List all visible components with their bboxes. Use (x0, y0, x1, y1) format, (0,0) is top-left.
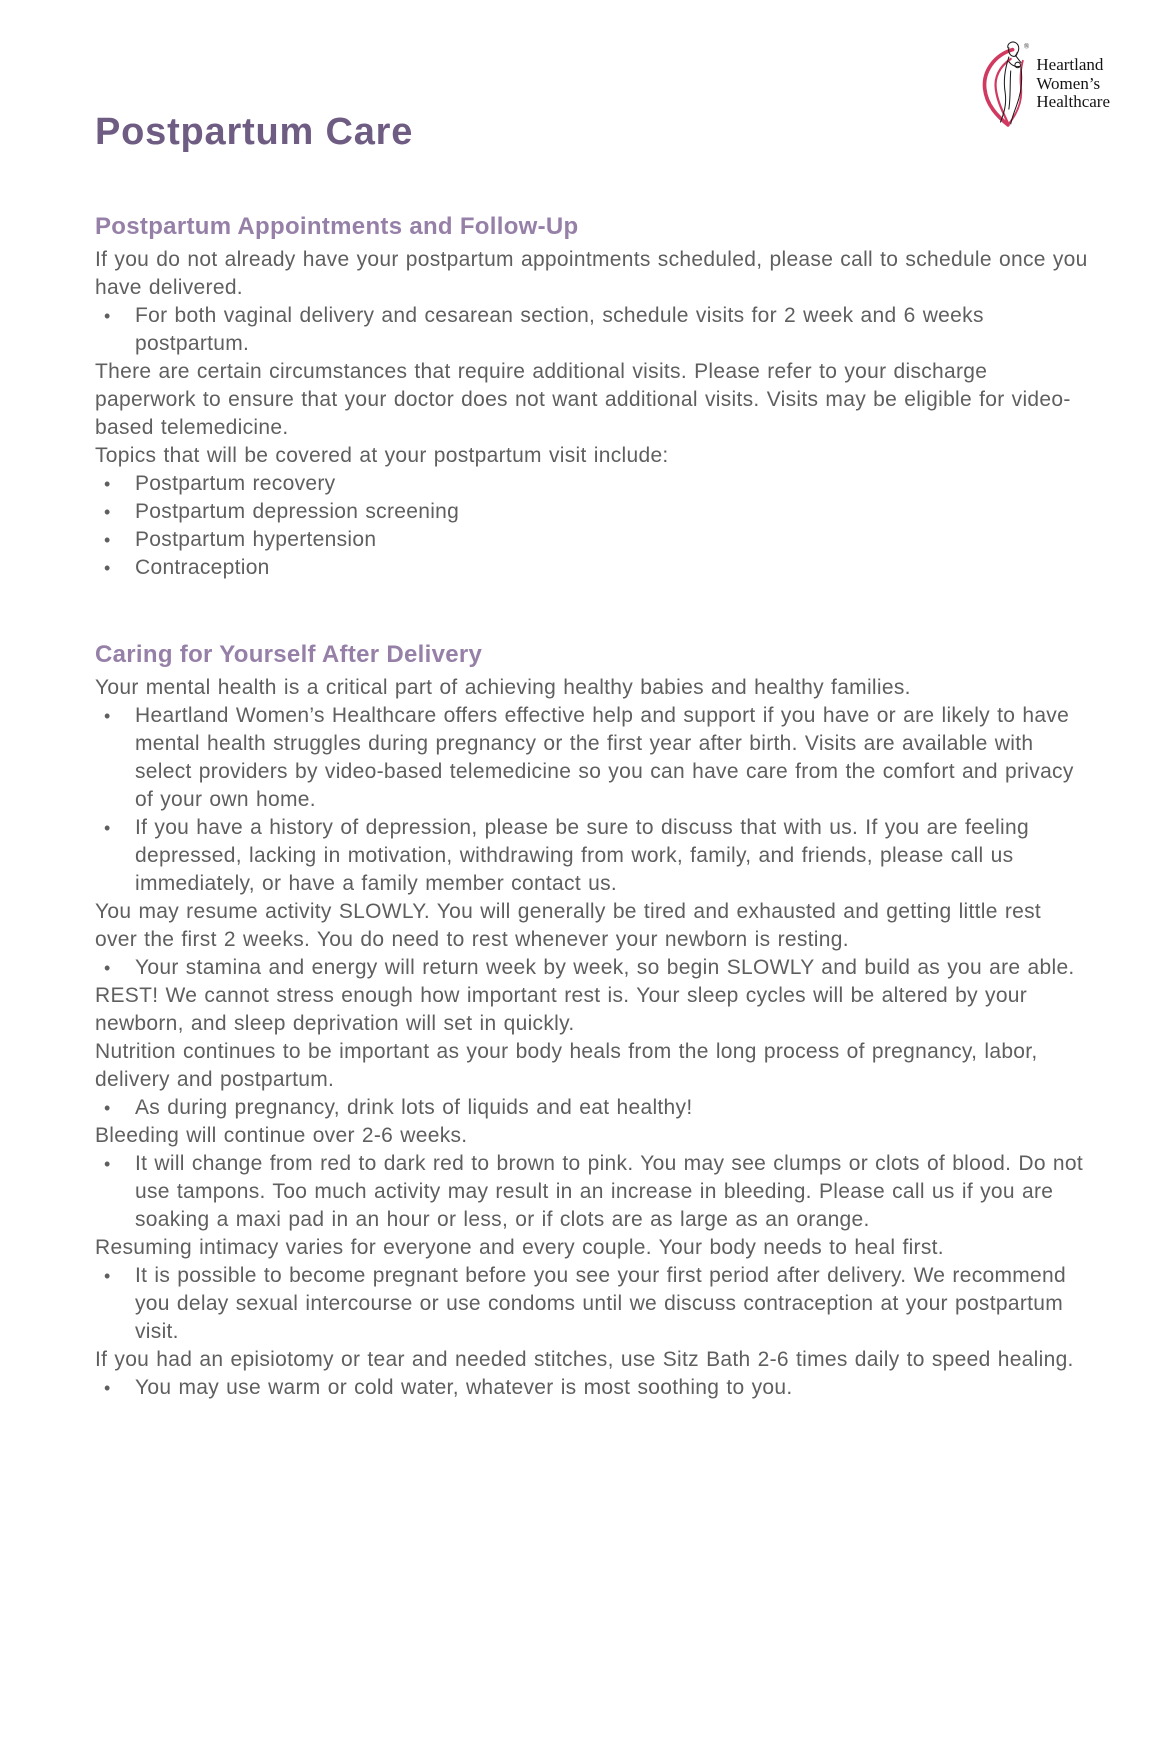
bullet-item: • As during pregnancy, drink lots of liquids and eat healthy! (95, 1094, 1090, 1122)
bullet-list (95, 702, 1090, 898)
paragraph: There are certain circumstances that require additional visits. Please refer to your discharge paperwork to ensure that your doctor does not want additional visits. Visits may be eligible for video-based telemedicine. (95, 360, 1071, 439)
page-title: Postpartum Care (95, 111, 414, 153)
bullet-list (95, 1374, 1090, 1402)
bullet-item: • Postpartum hypertension (95, 526, 1090, 554)
paragraph: Bleeding will continue over 2-6 weeks. (95, 1124, 468, 1147)
logo-line-3: Healthcare (1036, 92, 1110, 112)
bullet-list (95, 302, 1090, 358)
bullet-item: • Postpartum depression screening (95, 498, 1090, 526)
bullet-item: • For both vaginal delivery and cesarean section, schedule visits for 2 week and 6 weeks postpartum. (95, 302, 1090, 358)
bullet-list (95, 1094, 1090, 1122)
logo-line-2: Women’s (1036, 73, 1101, 93)
bullet-item: • It will change from red to dark red to brown to pink. You may see clumps or clots of blood. Do not use tampons. Too much activity may result in an increase in bleeding. Please call us if you are soaking a maxi pad in an hour or less, or if clots are as large as an orange. (95, 1150, 1090, 1234)
bullet-list (95, 1150, 1090, 1234)
bullet-item: • Contraception (95, 554, 1090, 582)
bullet-item: • It is possible to become pregnant before you see your first period after delivery. We recommend you delay sexual intercourse or use condoms until we discuss contraception at your postpartum visit. (95, 1262, 1090, 1346)
paragraph: If you do not already have your postpartum appointments scheduled, please call to schedule once you have delivered. (95, 248, 1088, 299)
bullet-item: • You may use warm or cold water, whatever is most soothing to you. (95, 1374, 1090, 1402)
logo-line-1: Heartland (1036, 55, 1104, 75)
bullet-item: • Heartland Women’s Healthcare offers effective help and support if you have or are likely to have mental health struggles during pregnancy or the first year after birth. Visits are available with select providers by video-based telemedicine so you can have care from the comfort and privacy of your own home. (95, 702, 1090, 814)
bullet-item: • Postpartum recovery (95, 470, 1090, 498)
paragraph: You may resume activity SLOWLY. You will generally be tired and exhausted and getting little rest over the first 2 weeks. You do need to rest whenever your newborn is resting. (95, 900, 1042, 951)
bullet-item: • Your stamina and energy will return week by week, so begin SLOWLY and build as you are able. (95, 954, 1090, 982)
bullet-list (95, 470, 1090, 582)
paragraph: Nutrition continues to be important as your body heals from the long process of pregnancy, labor, delivery and postpartum. (95, 1040, 1038, 1091)
bullet-list (95, 954, 1090, 982)
paragraph: Your mental health is a critical part of achieving healthy babies and healthy families. (95, 676, 911, 699)
bullet-list (95, 1262, 1090, 1346)
section-heading: Postpartum Appointments and Follow-Up (95, 213, 579, 240)
sections-container (95, 212, 1090, 1402)
document-content (95, 0, 1090, 1402)
bullet-item: • If you have a history of depression, please be sure to discuss that with us. If you are feeling depressed, lacking in motivation, withdrawing from work, family, and friends, please call us immediately, or have a family member contact us. (95, 814, 1090, 898)
svg-text:®: ® (1024, 41, 1030, 51)
paragraph: Resuming intimacy varies for everyone and every couple. Your body needs to heal first. (95, 1236, 944, 1259)
paragraph: Topics that will be covered at your postpartum visit include: (95, 444, 669, 467)
section-heading: Caring for Yourself After Delivery (95, 641, 483, 668)
paragraph: If you had an episiotomy or tear and needed stitches, use Sitz Bath 2-6 times daily to speed healing. (95, 1348, 1074, 1371)
paragraph: REST! We cannot stress enough how important rest is. Your sleep cycles will be altered by your newborn, and sleep deprivation will set in quickly. (95, 984, 1028, 1035)
